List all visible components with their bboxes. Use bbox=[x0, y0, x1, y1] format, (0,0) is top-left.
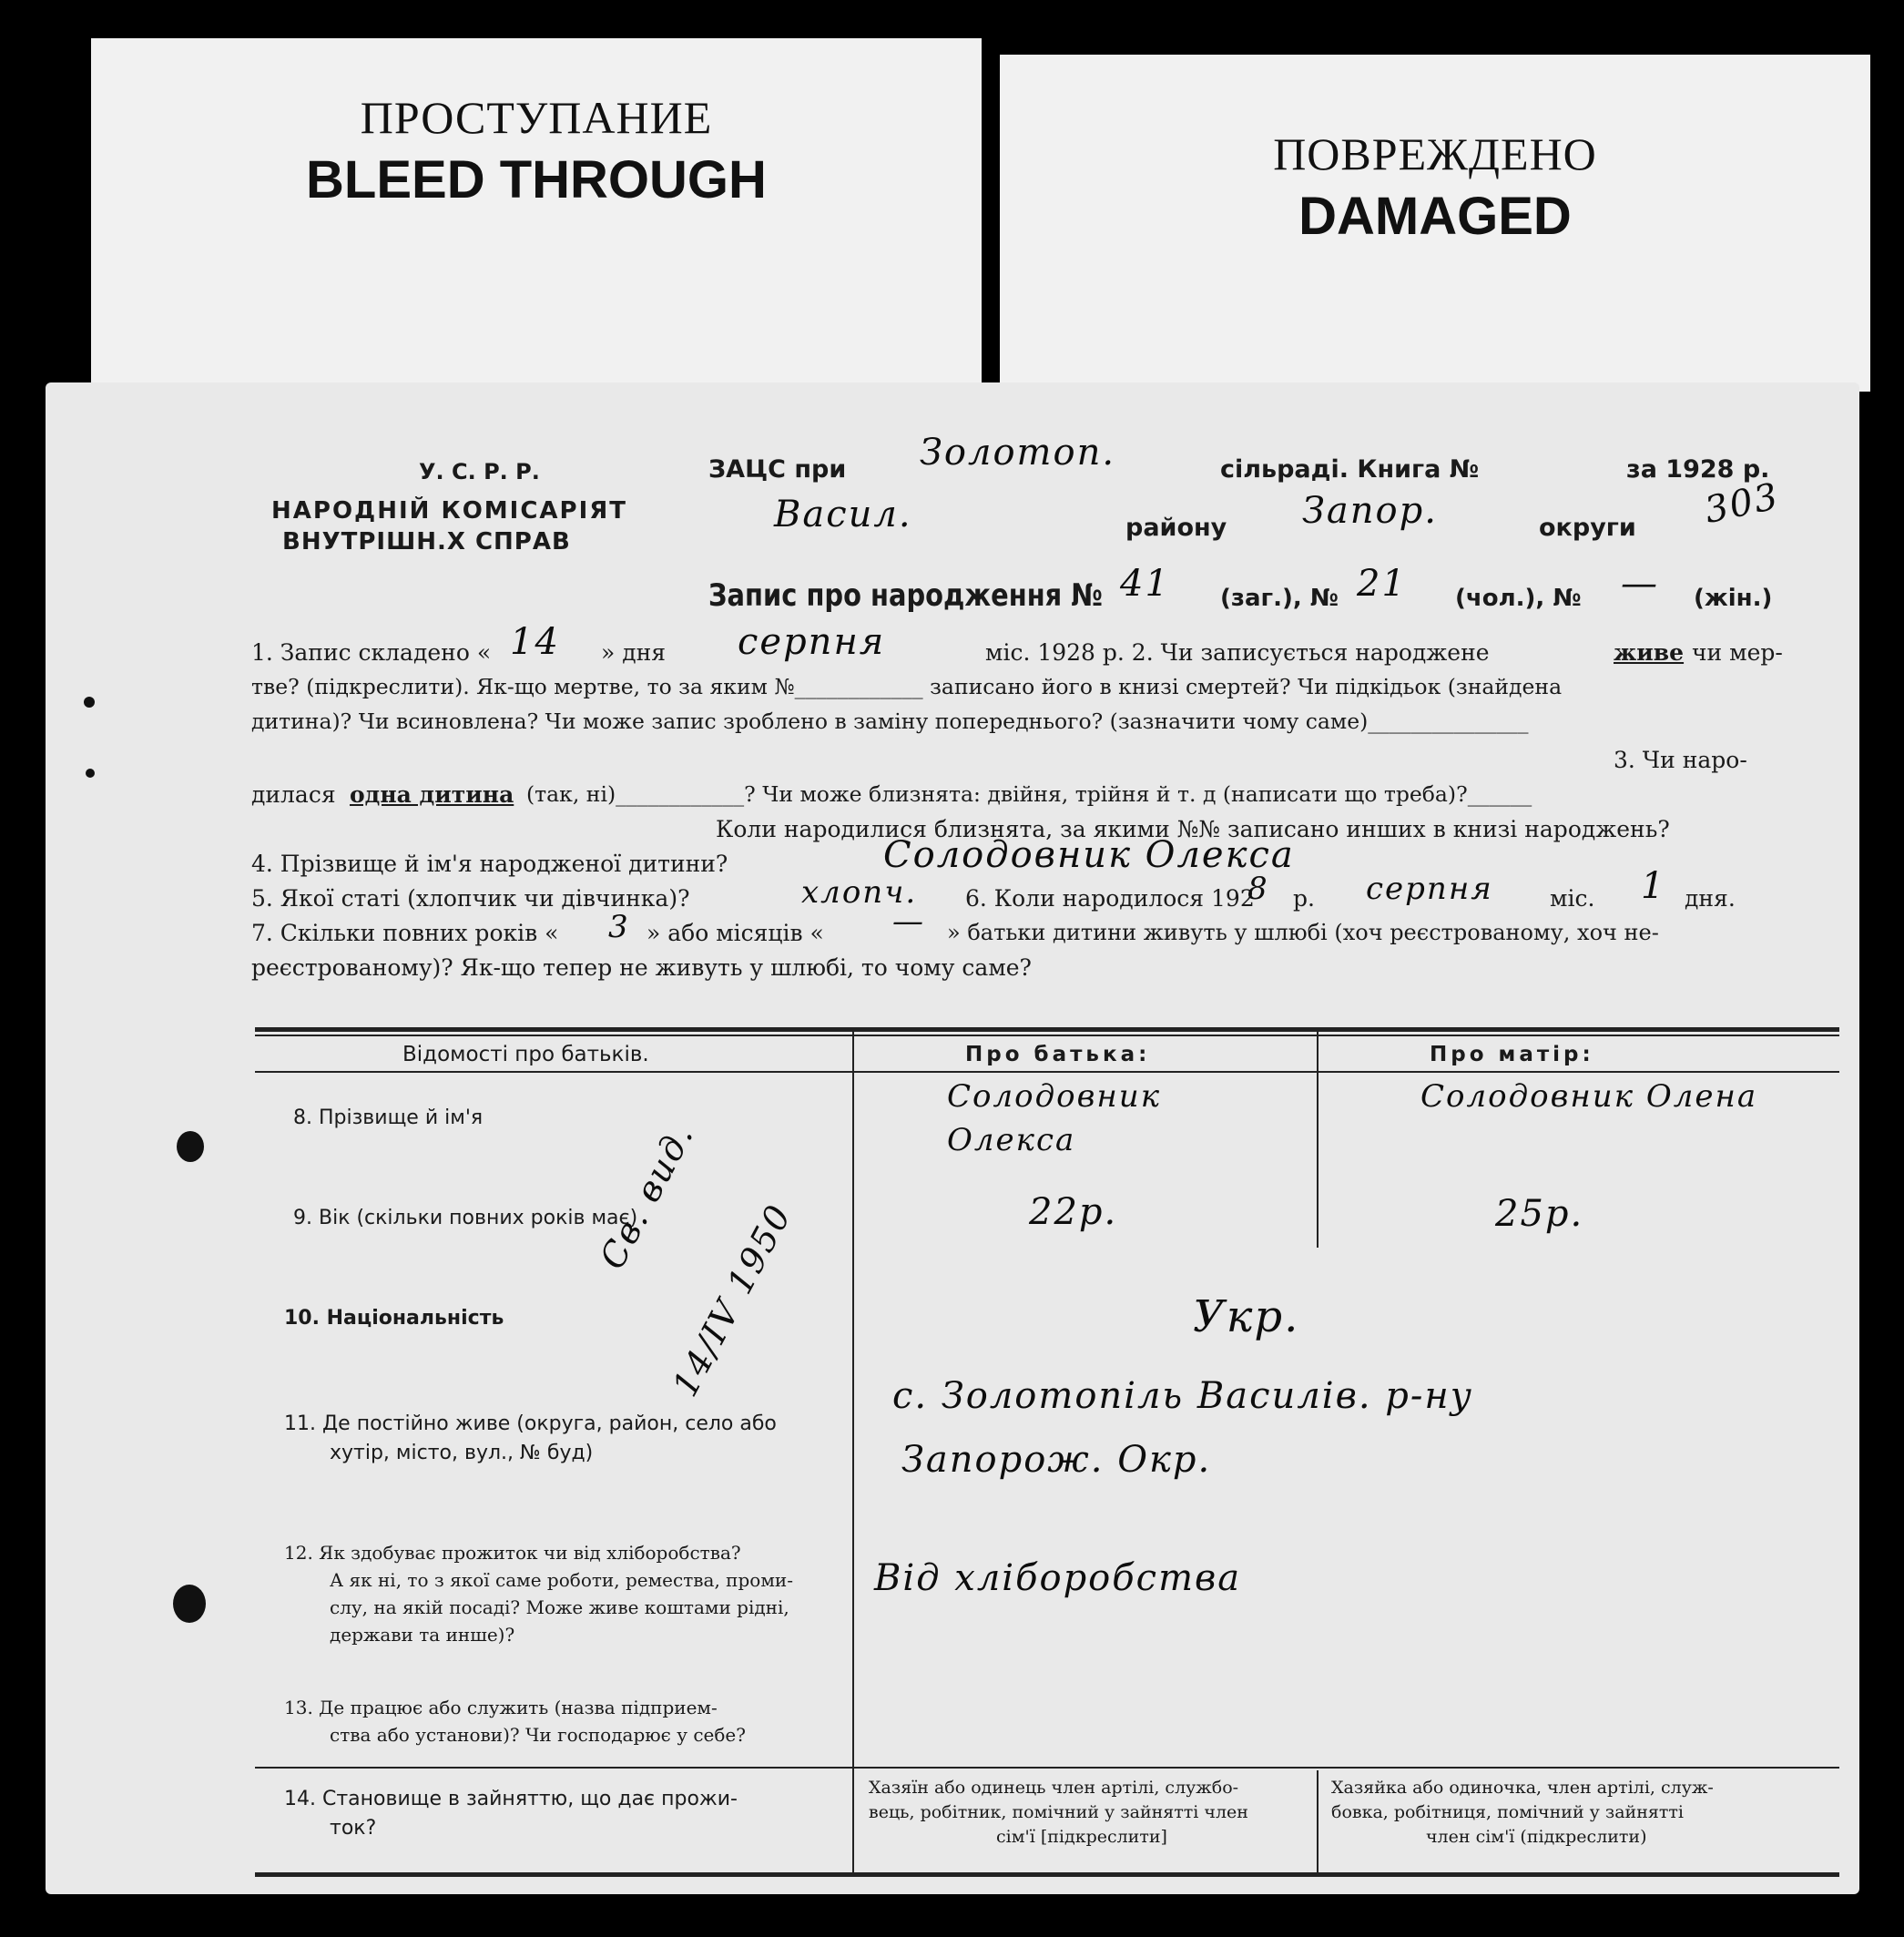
bleed-through-en: BLEED THROUGH bbox=[306, 150, 767, 209]
birth-year-digit: 8 bbox=[1247, 871, 1269, 907]
residence-line-2: Запорож. Окр. bbox=[901, 1439, 1212, 1481]
body-line-4: 3. Чи наро- bbox=[1614, 747, 1747, 773]
record-month: серпня bbox=[738, 621, 886, 663]
table-top-border-2 bbox=[255, 1035, 1839, 1036]
mother-name: Солодовник Олена bbox=[1420, 1078, 1758, 1115]
father-name: Солодовник Олекса bbox=[947, 1078, 1162, 1158]
punch-hole bbox=[177, 1131, 204, 1162]
table-col-divider-2 bbox=[1317, 1031, 1319, 1248]
body-line-10: реєстрованому)? Як-що тепер не живуть у шлюбі, то чому саме? bbox=[251, 954, 1032, 981]
page-number: 303 bbox=[1701, 474, 1784, 533]
zags-label: ЗАЦС при bbox=[708, 455, 847, 484]
father-status-2: вець, робітник, помічний у зайнятті член bbox=[869, 1802, 1248, 1822]
marriage-years: 3 bbox=[608, 909, 630, 945]
mother-status-3: член сім'ї (підкреслити) bbox=[1426, 1827, 1647, 1847]
bleed-through-ru: ПРОСТУПАНИЕ bbox=[360, 92, 713, 143]
row-14-label-1: 14. Становище в зайняттю, що дає прожи- bbox=[284, 1788, 738, 1810]
row-11-label-2: хутір, місто, вул., № буд) bbox=[330, 1442, 594, 1464]
table-row-rule bbox=[255, 1767, 1839, 1769]
damaged-ru: ПОВРЕЖДЕНО bbox=[1273, 128, 1597, 179]
body-line-1a: 1. Запис складено « bbox=[251, 639, 492, 666]
body-line-1c: міс. 1928 р. 2. Чи записується народжене bbox=[985, 639, 1490, 666]
punch-hole bbox=[84, 697, 95, 708]
father-age: 22р. bbox=[1029, 1191, 1118, 1233]
record-title: Запис про народження № bbox=[708, 577, 1104, 614]
birth-month: серпня bbox=[1366, 871, 1493, 907]
row-11-label-1: 11. Де постійно живе (округа, район, село або bbox=[284, 1412, 777, 1435]
child-sex: хлопч. bbox=[801, 874, 918, 911]
bleed-through-card bbox=[91, 38, 982, 384]
alive-word: живе bbox=[1614, 639, 1685, 666]
row-12-label-3: слу, на якій посаді? Може живе коштами рідні, bbox=[330, 1596, 789, 1618]
body-line-7: 4. Прізвище й ім'я народженої дитини? bbox=[251, 851, 728, 877]
zags-value: Золотоп. bbox=[920, 432, 1116, 474]
damaged-en: DAMAGED bbox=[1298, 187, 1572, 246]
one-child: одна дитина bbox=[350, 781, 514, 808]
table-top-border bbox=[255, 1027, 1839, 1032]
body-line-8b: 6. Коли народилося 192 bbox=[965, 885, 1255, 912]
commissariat-line-2: ВНУТРІШН.Х СПРАВ bbox=[282, 528, 571, 556]
annotation-line-2: 14/IV 1950 bbox=[665, 1197, 799, 1403]
body-line-2: тве? (підкреслити). Як-що мертве, то за яким №____________ записано його в книзі смертей? Чи підкідьок (знайдена bbox=[251, 674, 1563, 699]
residence-line-1: с. Золотопіль Василів. р-ну bbox=[892, 1375, 1473, 1417]
body-line-5b: (так, ні)____________? Чи може близнята: двійня, трійня й т. д (написати що треба)?______ bbox=[526, 781, 1532, 807]
body-line-8c: р. bbox=[1293, 885, 1315, 912]
body-line-9b: » або місяців « bbox=[647, 920, 824, 946]
table-col-divider-2b bbox=[1317, 1770, 1319, 1874]
punch-hole bbox=[86, 769, 95, 778]
female-label: (жін.) bbox=[1694, 585, 1773, 612]
district-label: району bbox=[1125, 514, 1227, 542]
body-line-8d: міс. bbox=[1550, 885, 1595, 912]
marriage-months: — bbox=[892, 903, 925, 940]
body-line-1b: » дня bbox=[601, 639, 667, 666]
header-father: Про батька: bbox=[965, 1043, 1151, 1066]
body-line-8a: 5. Якої статі (хлопчик чи дівчинка)? bbox=[251, 885, 690, 912]
body-line-6: Коли народилися близнята, за якими №№ записано инших в книзі народжень? bbox=[716, 816, 1670, 842]
father-status-3: сім'ї [підкреслити] bbox=[996, 1827, 1167, 1847]
father-status-1: Хазяїн або одинець член артілі, службо- bbox=[869, 1778, 1239, 1798]
annotation-line-1: Св. вид. bbox=[592, 1116, 702, 1276]
table-col-divider-1 bbox=[852, 1031, 854, 1874]
female-number: — bbox=[1621, 563, 1659, 605]
record-gen-label: (заг.), № bbox=[1220, 585, 1339, 612]
year-label: за 1928 р. bbox=[1626, 455, 1770, 484]
body-line-3: дитина)? Чи всиновлена? Чи може запис зроблено в заміну попереднього? (зазначити чому саме)_______________ bbox=[251, 709, 1529, 734]
header-mother: Про матір: bbox=[1430, 1043, 1594, 1066]
table-header-rule bbox=[255, 1071, 1839, 1073]
row-10-label: 10. Національність bbox=[284, 1307, 504, 1330]
damaged-card bbox=[1000, 55, 1870, 392]
mother-status-2: бовка, робітниця, помічний у зайнятті bbox=[1331, 1802, 1684, 1822]
table-bottom-border bbox=[255, 1872, 1839, 1877]
body-line-9c: » батьки дитини живуть у шлюбі (хоч реєстрованому, хоч не- bbox=[947, 920, 1659, 945]
okrug-label: округи bbox=[1539, 514, 1636, 542]
livelihood: Від хліборобства bbox=[874, 1557, 1242, 1599]
child-name: Солодовник Олекса bbox=[883, 834, 1295, 876]
row-12-label-2: А як ні, то з якої саме роботи, ремества, проми- bbox=[330, 1569, 793, 1591]
body-line-5a: дилася bbox=[251, 781, 336, 808]
row-8-label: 8. Прізвище й ім'я bbox=[293, 1106, 484, 1129]
punch-hole bbox=[173, 1585, 206, 1623]
row-9-label: 9. Вік (скільки повних років має) bbox=[293, 1207, 638, 1229]
commissariat-line-1: НАРОДНІЙ КОМІСАРІЯТ bbox=[271, 497, 628, 525]
district-value: Васил. bbox=[774, 494, 912, 535]
birth-day: 1 bbox=[1641, 865, 1666, 907]
record-number: 41 bbox=[1120, 563, 1170, 605]
row-14-label-2: ток? bbox=[330, 1817, 377, 1840]
okrug-value: Запор. bbox=[1302, 490, 1438, 532]
mother-age: 25р. bbox=[1495, 1193, 1584, 1235]
nationality: Укр. bbox=[1193, 1291, 1300, 1342]
mother-status-1: Хазяйка або одиночка, член артілі, служ- bbox=[1331, 1778, 1714, 1798]
body-line-9a: 7. Скільки повних років « bbox=[251, 920, 559, 946]
body-line-8e: дня. bbox=[1685, 885, 1736, 912]
record-day: 14 bbox=[510, 621, 560, 663]
male-number: 21 bbox=[1357, 563, 1407, 605]
row-13-label-2: ства або установи)? Чи господарює у себе? bbox=[330, 1724, 746, 1746]
row-12-label-1: 12. Як здобуває прожиток чи від хліборобства? bbox=[284, 1542, 741, 1564]
ussr-label: У. С. Р. Р. bbox=[419, 459, 540, 484]
birth-record-sheet bbox=[46, 382, 1859, 1894]
row-13-label-1: 13. Де працює або служить (назва підприем- bbox=[284, 1697, 718, 1718]
body-line-1d: чи мер- bbox=[1692, 639, 1783, 666]
header-parents-info: Відомості про батьків. bbox=[402, 1043, 649, 1066]
male-label: (чол.), № bbox=[1455, 585, 1582, 612]
village-book-label: сільраді. Книга № bbox=[1220, 455, 1480, 484]
row-12-label-4: держави та инше)? bbox=[330, 1624, 515, 1646]
